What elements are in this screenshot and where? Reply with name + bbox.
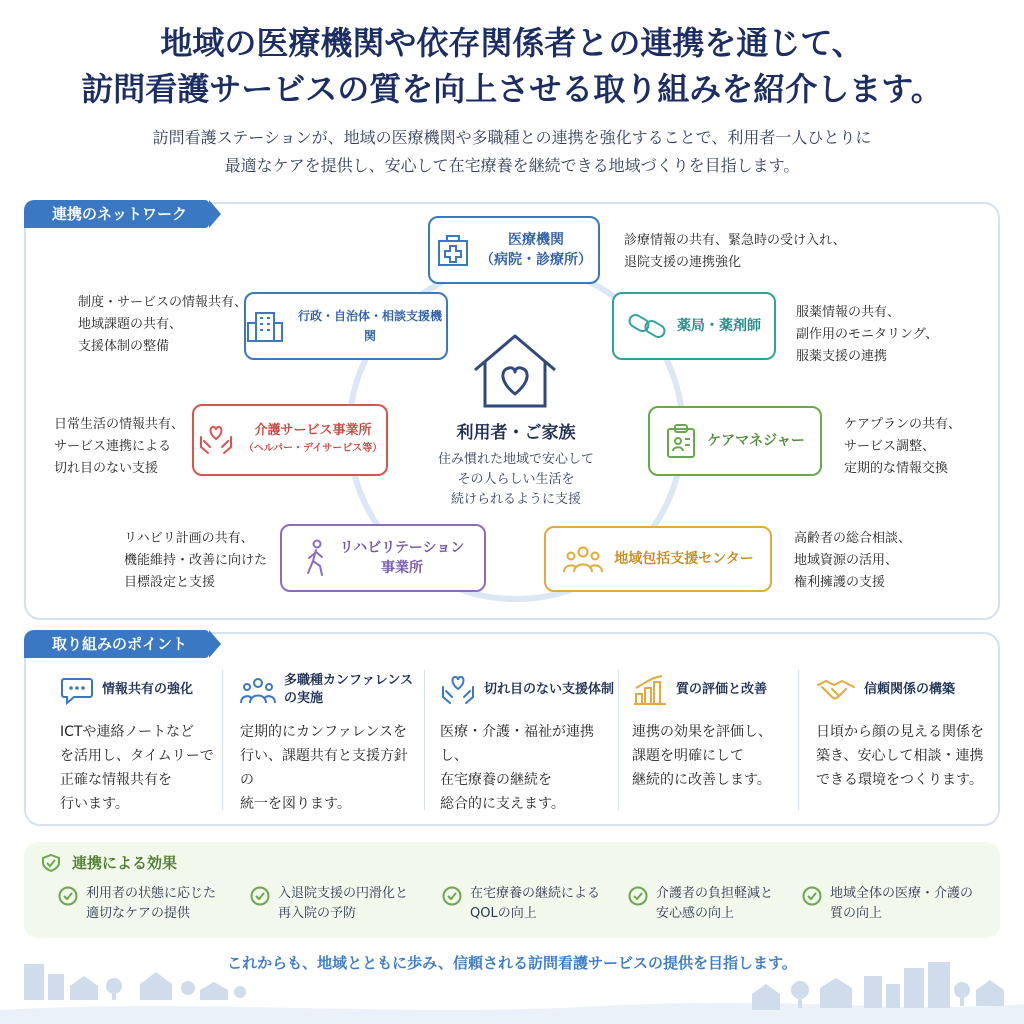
desc-line: 制度・サービスの情報共有、 [78,295,248,310]
chat-bubble-icon [60,675,94,705]
caring-hands-icon [440,674,476,706]
effects-title [40,852,177,873]
point-body-line: 正確な情報共有を [60,772,172,788]
point-body-line: 課題を明確にして [632,748,744,764]
point-title: の実施 [284,691,324,706]
center-desc-line: 住み慣れた地域で安心して [437,452,594,467]
desc-line: 副作用のモニタリング、 [796,327,939,342]
point-title: 信頼関係の構築 [864,682,956,697]
effect-item [442,884,600,924]
node-caremanager[interactable] [648,406,822,476]
center-title: 利用者・ご家族 [456,423,576,443]
check-circle-icon [58,886,78,906]
desc-line: ケアプランの共有、 [844,417,962,432]
desc-line: 服薬情報の共有、 [796,305,901,320]
group-people-icon [562,544,604,574]
column-divider [798,670,799,810]
point-body-line: 日頃から顔の見える関係を [816,724,984,740]
desc-line: 高齢者の総合相談、 [794,531,912,546]
check-circle-icon [628,886,648,906]
node-careservice[interactable] [192,404,388,476]
point-item-trust [816,668,996,808]
node-rehab-sublabel: 事業所 [381,560,423,576]
column-divider [424,670,425,810]
center-desc [416,450,616,510]
desc-line: リハビリ計画の共有、 [124,531,254,546]
team-icon [240,675,276,705]
desc-line: 診療情報の共有、緊急時の受け入れ、 [624,233,846,248]
effect-line: 安心感の向上 [656,906,735,921]
page-title-line1: 地域の医療機関や依存関係者との連携を通じて、 [160,24,864,62]
point-title: 質の評価と改善 [676,682,768,697]
node-community[interactable] [544,526,772,592]
effect-item [628,884,773,924]
node-medical[interactable] [428,216,600,284]
point-body-line: 継続的に改善します。 [632,772,771,788]
point-body-line: を活用し、タイムリーで [60,748,214,764]
desc-line: 定期的な情報交換 [844,461,949,476]
desc-line: 切れ目のない支援 [54,461,159,476]
desc-line: 退院支援の連携強化 [624,255,742,270]
point-body-line: 統一を図ります。 [240,796,351,812]
column-divider [222,670,223,810]
point-item-quality [632,668,812,808]
point-title: 情報共有の強化 [102,682,194,697]
node-community-label: 地域包括支援センター [614,551,754,567]
handshake-icon [816,675,856,705]
point-body-line: 行い、課題共有と支援方針の [240,748,408,788]
point-title: 切れ目のない支援体制 [484,682,615,697]
check-circle-icon [442,886,462,906]
effect-line: 地域全体の医療・介護の [830,886,974,901]
effect-item [58,884,216,924]
lead-text [0,124,1024,180]
desc-pharmacy [796,302,938,368]
center-desc-line: 続けられるように支援 [450,492,581,507]
point-body-line: 連携の効果を評価し、 [632,724,772,740]
effect-item [802,884,973,924]
desc-line: 日常生活の情報共有、 [54,417,185,432]
node-medical-label: 医療機関 [508,232,564,248]
node-government-label: 行政・自治体・相談支援機関 [297,309,442,343]
lead-line2: 最適なケアを提供し、安心して在宅療養を継続できる地域づくりを目指します。 [224,156,800,175]
node-rehab-label: リハビリテーション [339,540,465,556]
point-item-conference [240,668,420,812]
effect-line: 質の向上 [830,906,883,921]
caring-hands-icon [198,423,234,457]
desc-line: 権利擁護の支援 [794,575,886,590]
node-careservice-label: 介護サービス事業所 [254,423,372,438]
check-circle-icon [250,886,270,906]
house-heart-icon [470,330,560,410]
desc-line: サービス連携による [54,439,172,454]
node-caremanager-label: ケアマネジャー [707,433,805,449]
point-item-seamless [440,668,620,812]
building-icon [246,309,284,343]
effects-title-text: 連携による効果 [72,854,178,872]
node-government[interactable] [244,292,448,360]
column-divider [618,670,619,810]
points-tag: 取り組みのポイント [24,630,209,658]
effect-line: 利用者の状態に応じた [86,886,217,901]
bar-chart-icon [632,674,668,706]
point-item-info-sharing [60,668,240,812]
desc-line: 目標設定と支援 [124,575,216,590]
point-body-line: ICTや連絡ノートなど [60,724,195,740]
point-body-line: 築き、安心して相談・連携 [816,748,984,764]
hospital-cross-icon [436,233,470,267]
node-pharmacy[interactable] [612,292,776,360]
shield-check-icon [40,853,62,873]
lead-line1: 訪問看護ステーションが、地域の医療機関や多職種との連携を強化することで、利用者一人ひとりに [152,128,872,147]
clipboard-icon [665,423,697,459]
desc-line: 服薬支援の連携 [796,349,888,364]
desc-line: 支援体制の整備 [78,339,170,354]
desc-government [78,292,247,358]
point-body-line: 定期的にカンファレンスを [240,724,407,740]
effect-line: 介護者の負担軽減と [656,886,774,901]
desc-line: 機能維持・改善に向けた [124,553,268,568]
point-body-line: 在宅療養の継続を [440,772,552,788]
center-desc-line: その人らしい生活を [457,472,575,487]
pill-icon [627,311,667,341]
desc-caremanager [844,414,961,480]
check-circle-icon [802,886,822,906]
node-pharmacy-label: 薬局・薬剤師 [677,318,761,334]
network-tag: 連携のネットワーク [24,200,209,228]
desc-line: 地域課題の共有、 [78,317,183,332]
desc-rehab [124,528,267,594]
page-title-line2: 訪問看護サービスの質を向上させる取り組みを紹介します。 [81,70,943,108]
node-careservice-sublabel: （ヘルパー・デイサービス等） [243,443,383,454]
point-body-line: 総合的に支えます。 [440,796,565,812]
point-title: 多職種カンファレンス [284,673,414,688]
desc-line: サービス調整、 [844,439,936,454]
walking-person-icon [302,539,330,577]
desc-line: 地域資源の活用、 [794,553,899,568]
point-body-line: 医療・介護・福祉が連携し、 [440,724,594,764]
effect-line: 再入院の予防 [278,906,357,921]
point-body-line: できる環境をつくります。 [816,772,983,788]
effect-line: 適切なケアの提供 [86,906,191,921]
node-medical-sublabel: （病院・診療所） [480,252,592,268]
desc-careservice [54,414,184,480]
effect-line: QOLの向上 [470,906,537,921]
effect-line: 在宅療養の継続による [470,886,601,901]
effect-item [250,884,408,924]
desc-community [794,528,911,594]
effect-line: 入退院支援の円滑化と [278,886,409,901]
desc-medical [624,230,846,274]
point-body-line: 行います。 [60,796,129,812]
footer-message: これからも、地域とともに歩み、信頼される訪問看護サービスの提供を目指します。 [227,954,797,972]
node-rehab[interactable] [280,524,486,592]
